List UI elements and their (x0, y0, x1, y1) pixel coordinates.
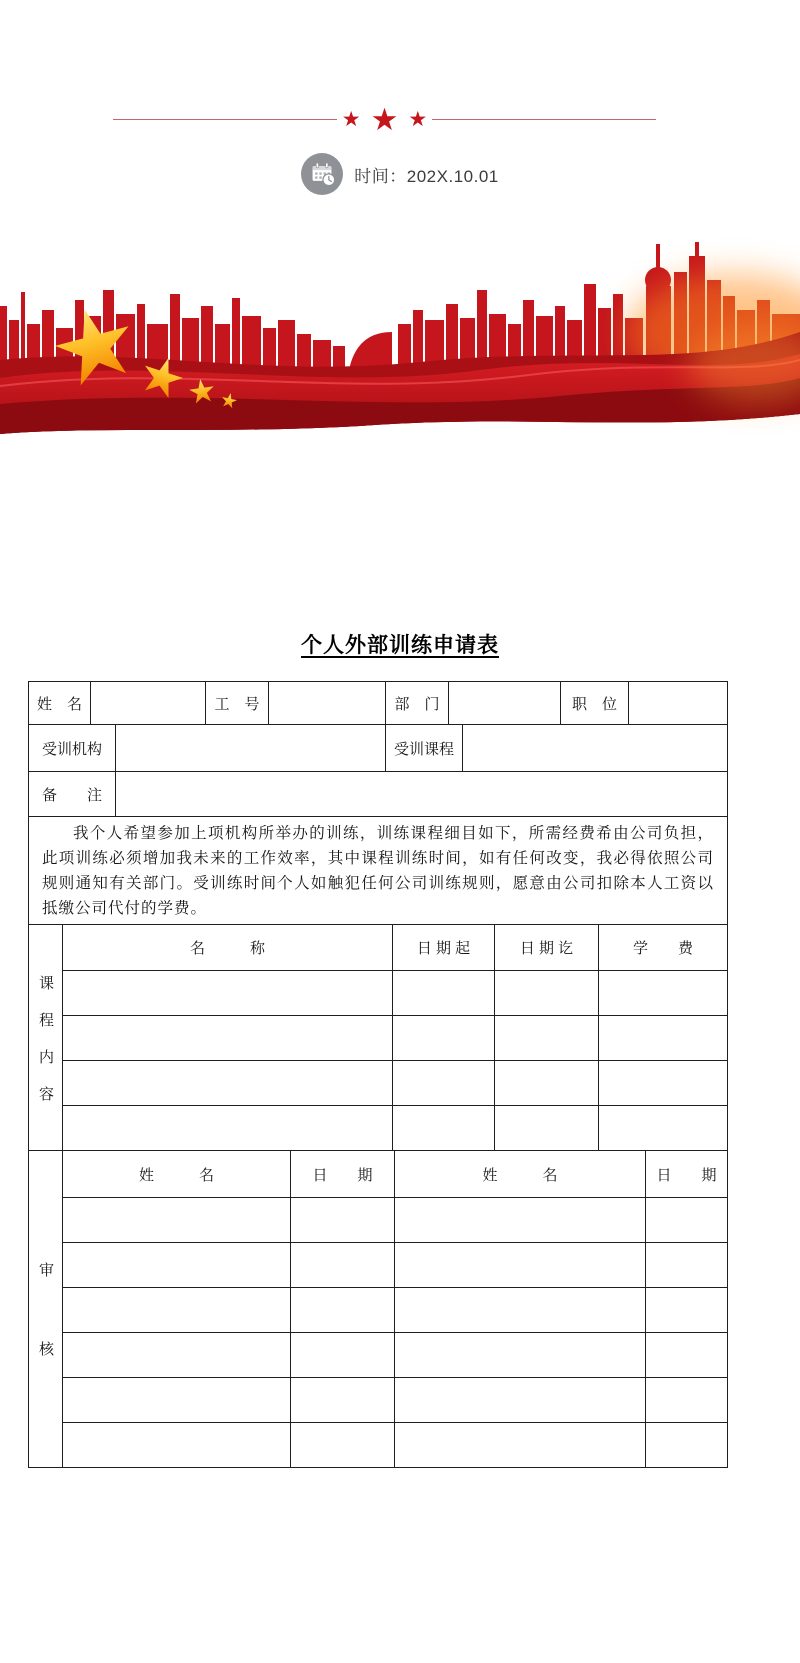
review-input-cell[interactable] (63, 1333, 291, 1377)
statement-text: 我个人希望参加上项机构所举办的训练，训练课程细目如下，所需经费希由公司负担，此项训练必须增加我未来的工作效率，其中课程训练时间，如有任何改变，我必得依照公司规则通知有关部门。受训练时间个人如触犯任何公司训练规则，愿意由公司扣除本人工资以抵缴公司代付的学费。 (29, 816, 727, 924)
course-content-section (29, 924, 727, 1150)
remarks-row (29, 771, 727, 816)
banner-illustration (0, 228, 800, 442)
basic-info-row (29, 682, 727, 724)
star-icon: ★ (408, 107, 428, 131)
page-title (0, 629, 800, 659)
course-input-cell[interactable] (599, 1106, 727, 1150)
course-input-cell[interactable] (63, 971, 393, 1015)
course-input-cell[interactable] (393, 1016, 495, 1060)
training-info-row (29, 724, 727, 771)
course-fee-header: 学 费 (632, 940, 693, 957)
review-input-cell[interactable] (646, 1198, 727, 1242)
page-title-text: 个人外部训练申请表 (301, 634, 499, 657)
calendar-clock-icon (301, 153, 343, 195)
position-input-cell[interactable] (629, 682, 727, 724)
course-input-cell[interactable] (495, 1061, 599, 1105)
review-input-cell[interactable] (291, 1423, 395, 1467)
review-body (63, 1151, 727, 1467)
course-input-cell[interactable] (495, 1106, 599, 1150)
course-date-start-header: 日 期 起 (393, 925, 495, 970)
review-input-cell[interactable] (63, 1423, 291, 1467)
training-course-label: 受训课程 (386, 725, 463, 771)
time-badge (0, 153, 800, 195)
review-section (29, 1150, 727, 1467)
review-input-cell[interactable] (646, 1288, 727, 1332)
course-empty-rows (63, 970, 727, 1150)
course-input-cell[interactable] (63, 1016, 393, 1060)
department-label: 部 门 (386, 682, 449, 724)
review-input-cell[interactable] (291, 1243, 395, 1287)
course-input-cell[interactable] (63, 1061, 393, 1105)
review-input-cell[interactable] (63, 1378, 291, 1422)
remarks-label: 备 注 (29, 772, 116, 816)
decorative-star-divider (113, 100, 656, 138)
course-input-cell[interactable] (495, 971, 599, 1015)
course-content-body (63, 925, 727, 1150)
course-input-cell[interactable] (393, 971, 495, 1015)
course-input-cell[interactable] (599, 971, 727, 1015)
review-input-cell[interactable] (395, 1378, 646, 1422)
course-input-cell[interactable] (599, 1016, 727, 1060)
review-row (63, 1287, 727, 1332)
application-form-table (28, 681, 728, 1468)
review-input-cell[interactable] (646, 1333, 727, 1377)
review-input-cell[interactable] (395, 1423, 646, 1467)
review-input-cell[interactable] (291, 1198, 395, 1242)
course-input-cell[interactable] (393, 1061, 495, 1105)
training-course-input-cell[interactable] (463, 725, 727, 771)
star-icon: ★ (341, 107, 361, 131)
review-input-cell[interactable] (291, 1378, 395, 1422)
training-org-input-cell[interactable] (116, 725, 386, 771)
review-input-cell[interactable] (63, 1288, 291, 1332)
city-skyline-banner (0, 228, 800, 442)
review-name-left-header: 姓 名 (63, 1151, 291, 1197)
review-date-right-header: 日 期 (656, 1166, 717, 1184)
course-content-side-label: 课程内容 (37, 974, 54, 1123)
review-side-label: 审核 (37, 1262, 54, 1420)
employee-id-input-cell[interactable] (269, 682, 386, 724)
review-input-cell[interactable] (395, 1333, 646, 1377)
course-input-cell[interactable] (495, 1016, 599, 1060)
course-row (63, 1060, 727, 1105)
course-input-cell[interactable] (393, 1106, 495, 1150)
divider-line-right (432, 119, 656, 120)
course-date-end-header: 日 期 讫 (495, 925, 599, 970)
position-label: 职 位 (561, 682, 629, 724)
review-empty-rows (63, 1197, 727, 1467)
course-row (63, 1015, 727, 1060)
review-input-cell[interactable] (646, 1378, 727, 1422)
course-input-cell[interactable] (63, 1106, 393, 1150)
course-row (63, 970, 727, 1015)
remarks-input-cell[interactable] (116, 772, 727, 816)
name-input-cell[interactable] (91, 682, 206, 724)
review-name-right-header: 姓 名 (395, 1151, 646, 1197)
review-row (63, 1197, 727, 1242)
employee-id-label: 工 号 (206, 682, 269, 724)
divider-line-left (113, 119, 337, 120)
star-icon: ★ (370, 101, 399, 137)
review-input-cell[interactable] (291, 1288, 395, 1332)
course-header-row (63, 925, 727, 970)
department-input-cell[interactable] (449, 682, 561, 724)
course-name-header: 名 称 (63, 925, 393, 970)
review-input-cell[interactable] (646, 1243, 727, 1287)
review-input-cell[interactable] (395, 1198, 646, 1242)
review-input-cell[interactable] (291, 1333, 395, 1377)
review-row (63, 1377, 727, 1422)
review-row (63, 1422, 727, 1467)
time-text: 时间：202X.10.01 (354, 166, 499, 186)
training-org-label: 受训机构 (29, 725, 116, 771)
review-row (63, 1332, 727, 1377)
review-side-cell (29, 1151, 63, 1467)
review-input-cell[interactable] (395, 1288, 646, 1332)
course-input-cell[interactable] (599, 1061, 727, 1105)
review-input-cell[interactable] (395, 1243, 646, 1287)
course-row (63, 1105, 727, 1150)
name-label: 姓 名 (29, 682, 91, 724)
review-date-left-header: 日 期 (291, 1151, 395, 1197)
review-input-cell[interactable] (63, 1243, 291, 1287)
review-row (63, 1242, 727, 1287)
course-content-side-cell (29, 925, 63, 1150)
review-input-cell[interactable] (63, 1198, 291, 1242)
review-input-cell[interactable] (646, 1423, 727, 1467)
review-header-row (63, 1151, 727, 1197)
